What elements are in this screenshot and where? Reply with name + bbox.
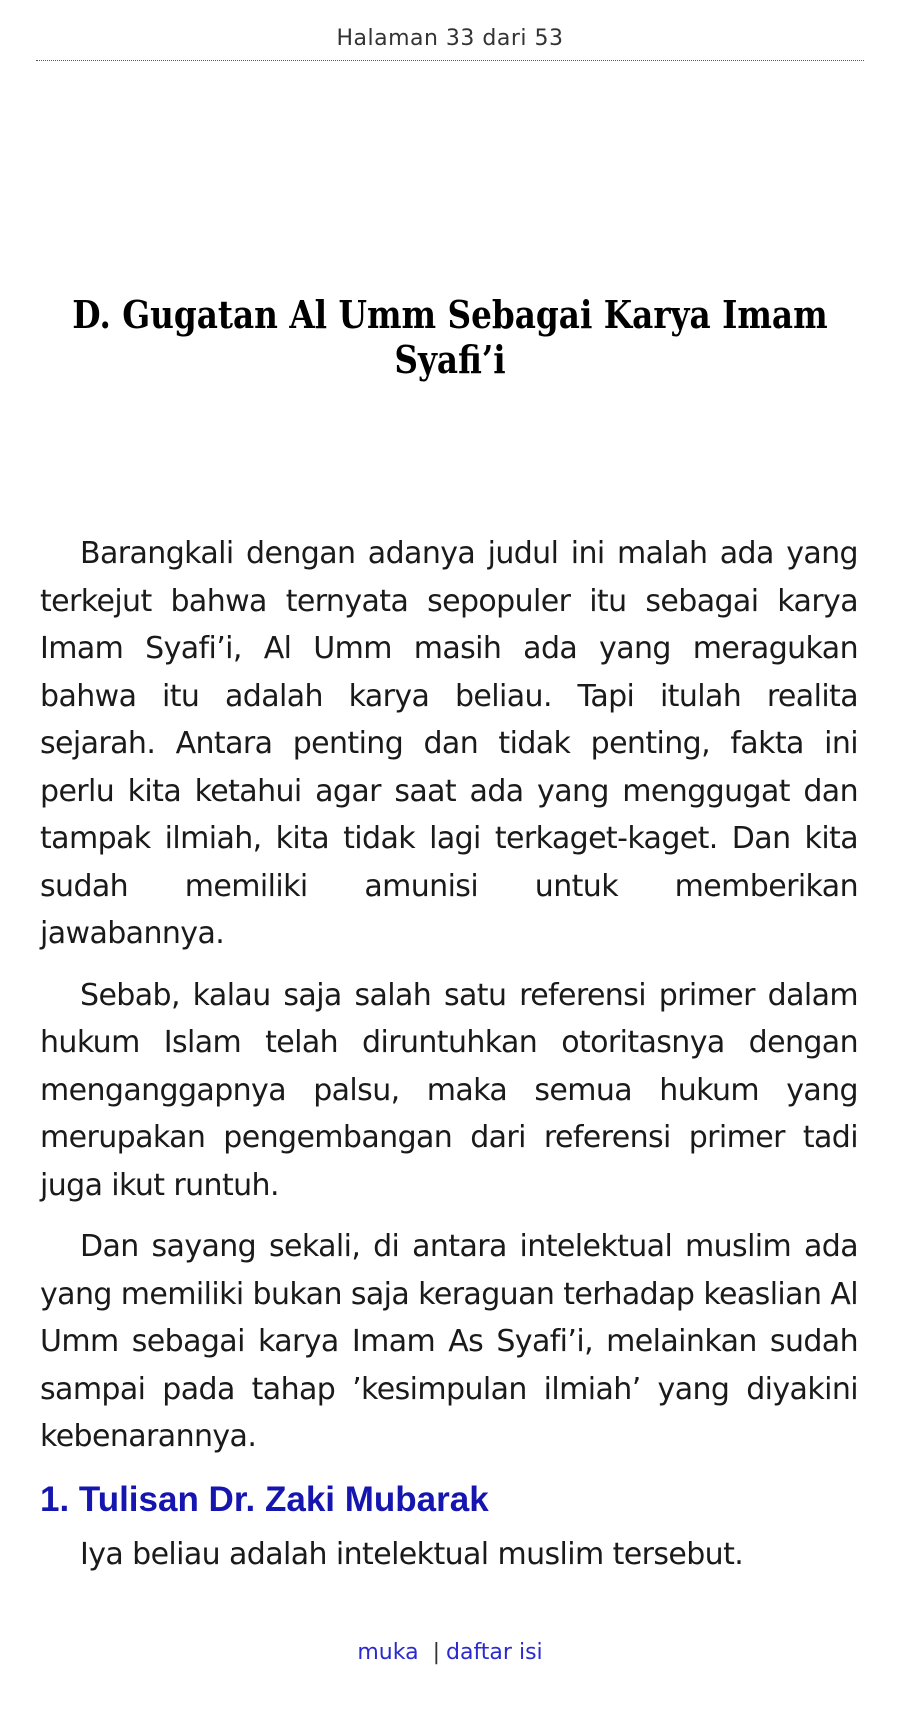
footer-separator: | [432,1640,440,1665]
section-heading: 1. Tulisan Dr. Zaki Mubarak [40,1479,489,1519]
page-indicator: Halaman 33 dari 53 [336,26,564,51]
table-of-contents-link[interactable]: daftar isi [446,1640,543,1665]
paragraph: Iya beliau adalah intelektual muslim tersebut. [80,1536,744,1572]
footer-nav [0,1640,900,1665]
paragraph: Barangkali dengan adanya judul ini malah ada yang terkejut bahwa ternyata sepopuler itu sebagai karya Imam Syafi’i, Al Umm masih ada yang meragukan bahwa itu adalah karya beliau. Tapi itulah realita sejarah. Antara penting dan tidak penting, fakta ini perlu kita ketahui agar saat ada yang menggugat dan tampak ilmiah, kita tidak lagi terkaget-kaget. Dan kita sudah memiliki amunisi untuk memberikan jawabannya. [40,536,858,951]
home-link[interactable]: muka [357,1640,419,1665]
body-content [40,530,858,1592]
paragraph: Sebab, kalau saja salah satu referensi primer dalam hukum Islam telah diruntuhkan otoritasnya dengan menganggapnya palsu, maka semua hukum yang merupakan pengembangan dari referensi primer tadi juga ikut runtuh. [40,977,858,1203]
chapter-title: D. Gugatan Al Umm Sebagai Karya Imam Syafi’i [72,292,828,382]
paragraph: Dan sayang sekali, di antara intelektual muslim ada yang memiliki bukan saja keraguan terhadap keaslian Al Umm sebagai karya Imam As Syafi’i, melainkan sudah sampai pada tahap ’kesimpulan ilmiah’ yang diyakini kebenarannya. [40,1229,858,1454]
header-divider [36,60,864,61]
